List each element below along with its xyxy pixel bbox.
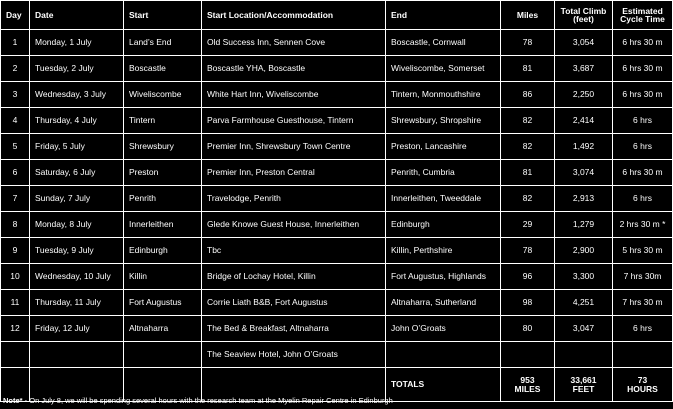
start-cell: Fort Augustus (124, 290, 202, 316)
cycle-time-cell: 7 hrs 30 m (613, 290, 673, 316)
day-cell: 6 (1, 160, 30, 186)
date-cell: Tuesday, 2 July (30, 56, 124, 82)
start-cell: Preston (124, 160, 202, 186)
start-location-cell: Corrie Liath B&B, Fort Augustus (202, 290, 386, 316)
day-cell: 4 (1, 108, 30, 134)
header-climb-line2: (feet) (573, 14, 594, 24)
total-miles-value: 953 (520, 375, 535, 385)
empty-cell (501, 342, 555, 368)
cycle-time-cell: 6 hrs (613, 316, 673, 342)
miles-cell: 80 (501, 316, 555, 342)
empty-cell (30, 342, 124, 368)
cycle-time-cell: 6 hrs (613, 108, 673, 134)
miles-cell: 81 (501, 160, 555, 186)
climb-cell: 4,251 (555, 290, 613, 316)
start-cell: Shrewsbury (124, 134, 202, 160)
miles-cell: 29 (501, 212, 555, 238)
table-row (1, 134, 673, 160)
start-cell: Killin (124, 264, 202, 290)
total-time (613, 368, 673, 402)
miles-cell: 81 (501, 56, 555, 82)
miles-cell: 98 (501, 290, 555, 316)
climb-cell: 3,074 (555, 160, 613, 186)
start-location-cell: Parva Farmhouse Guesthouse, Tintern (202, 108, 386, 134)
start-location-cell: Tbc (202, 238, 386, 264)
day-cell: 10 (1, 264, 30, 290)
final-accommodation: The Seaview Hotel, John O’Groats (202, 342, 386, 368)
header-end: End (386, 1, 501, 30)
climb-cell: 2,913 (555, 186, 613, 212)
date-cell: Wednesday, 3 July (30, 82, 124, 108)
date-cell: Tuesday, 9 July (30, 238, 124, 264)
climb-cell: 3,047 (555, 316, 613, 342)
header-day: Day (1, 1, 30, 30)
table-row (1, 212, 673, 238)
start-location-cell: Boscastle YHA, Boscastle (202, 56, 386, 82)
climb-cell: 1,279 (555, 212, 613, 238)
table-row (1, 56, 673, 82)
table-row (1, 108, 673, 134)
cycle-time-cell: 7 hrs 30m (613, 264, 673, 290)
start-location-cell: Travelodge, Penrith (202, 186, 386, 212)
start-location-cell: Bridge of Lochay Hotel, Killin (202, 264, 386, 290)
day-cell: 1 (1, 30, 30, 56)
date-cell: Monday, 1 July (30, 30, 124, 56)
end-cell: Preston, Lancashire (386, 134, 501, 160)
day-cell: 8 (1, 212, 30, 238)
footnote-label: Note* (3, 396, 23, 405)
start-location-cell: White Hart Inn, Wiveliscombe (202, 82, 386, 108)
header-time-line2: Cycle Time (620, 14, 665, 24)
empty-cell (555, 342, 613, 368)
header-climb-line1: Total Climb (560, 5, 607, 16)
miles-cell: 78 (501, 30, 555, 56)
total-miles-unit: MILES (514, 383, 541, 394)
cycle-time-cell: 6 hrs (613, 186, 673, 212)
cycle-time-cell: 6 hrs (613, 134, 673, 160)
header-time-line1: Estimated (622, 5, 663, 16)
total-time-value: 73 (637, 375, 648, 385)
end-cell: Altnaharra, Sutherland (386, 290, 501, 316)
table-row (1, 290, 673, 316)
day-cell: 11 (1, 290, 30, 316)
miles-cell: 86 (501, 82, 555, 108)
end-cell: Wiveliscombe, Somerset (386, 56, 501, 82)
end-cell: Edinburgh (386, 212, 501, 238)
start-location-cell: Premier Inn, Preston Central (202, 160, 386, 186)
total-climb (555, 368, 613, 402)
miles-cell: 78 (501, 238, 555, 264)
cycle-time-cell: 2 hrs 30 m * (613, 212, 673, 238)
totals-label: TOTALS (386, 368, 501, 402)
climb-cell: 2,414 (555, 108, 613, 134)
climb-cell: 2,250 (555, 82, 613, 108)
total-miles (501, 368, 555, 402)
start-cell: Boscastle (124, 56, 202, 82)
end-cell: John O’Groats (386, 316, 501, 342)
total-climb-unit: FEET (572, 383, 595, 394)
start-location-cell: Old Success Inn, Sennen Cove (202, 30, 386, 56)
date-cell: Sunday, 7 July (30, 186, 124, 212)
table-row (1, 82, 673, 108)
table-row (1, 160, 673, 186)
cycle-time-cell: 6 hrs 30 m (613, 56, 673, 82)
cycle-time-cell: 6 hrs 30 m (613, 30, 673, 56)
header-miles: Miles (501, 1, 555, 30)
day-cell: 2 (1, 56, 30, 82)
day-cell: 7 (1, 186, 30, 212)
empty-cell (124, 342, 202, 368)
day-cell: 12 (1, 316, 30, 342)
header-row (1, 1, 673, 30)
table-row (1, 30, 673, 56)
climb-cell: 2,900 (555, 238, 613, 264)
start-location-cell: Glede Knowe Guest House, Innerleithen (202, 212, 386, 238)
start-location-cell: Premier Inn, Shrewsbury Town Centre (202, 134, 386, 160)
total-time-unit: HOURS (627, 383, 658, 394)
date-cell: Friday, 5 July (30, 134, 124, 160)
empty-cell (613, 342, 673, 368)
end-cell: Shrewsbury, Shropshire (386, 108, 501, 134)
end-cell: Penrith, Cumbria (386, 160, 501, 186)
table-row (1, 238, 673, 264)
cycle-time-cell: 6 hrs 30 m (613, 160, 673, 186)
start-cell: Edinburgh (124, 238, 202, 264)
cycle-time-cell: 6 hrs 30 m (613, 82, 673, 108)
cycle-time-cell: 5 hrs 30 m (613, 238, 673, 264)
miles-cell: 82 (501, 134, 555, 160)
date-cell: Thursday, 4 July (30, 108, 124, 134)
start-location-cell: The Bed & Breakfast, Altnaharra (202, 316, 386, 342)
climb-cell: 3,054 (555, 30, 613, 56)
empty-cell (1, 342, 30, 368)
start-cell: Tintern (124, 108, 202, 134)
start-cell: Wiveliscombe (124, 82, 202, 108)
footnote-text: - On July 8, we will be spending several hours with the research team at the Myelin Repair Centre in Edinburgh (22, 396, 393, 405)
miles-cell: 82 (501, 108, 555, 134)
header-start-location: Start Location/Accommodation (202, 1, 386, 30)
start-cell: Land’s End (124, 30, 202, 56)
climb-cell: 3,687 (555, 56, 613, 82)
start-cell: Penrith (124, 186, 202, 212)
empty-cell (386, 342, 501, 368)
end-cell: Innerleithen, Tweeddale (386, 186, 501, 212)
date-cell: Thursday, 11 July (30, 290, 124, 316)
date-cell: Friday, 12 July (30, 316, 124, 342)
day-cell: 9 (1, 238, 30, 264)
header-date: Date (30, 1, 124, 30)
date-cell: Saturday, 6 July (30, 160, 124, 186)
climb-cell: 3,300 (555, 264, 613, 290)
day-cell: 3 (1, 82, 30, 108)
miles-cell: 96 (501, 264, 555, 290)
miles-cell: 82 (501, 186, 555, 212)
date-cell: Wednesday, 10 July (30, 264, 124, 290)
date-cell: Monday, 8 July (30, 212, 124, 238)
table-row (1, 316, 673, 342)
end-cell: Boscastle, Cornwall (386, 30, 501, 56)
day-cell: 5 (1, 134, 30, 160)
end-cell: Killin, Perthshire (386, 238, 501, 264)
header-estimated-time (613, 1, 673, 30)
start-cell: Altnaharra (124, 316, 202, 342)
final-accommodation-row (1, 342, 673, 368)
start-cell: Innerleithen (124, 212, 202, 238)
end-cell: Fort Augustus, Highlands (386, 264, 501, 290)
climb-cell: 1,492 (555, 134, 613, 160)
footnote (3, 396, 393, 405)
total-climb-value: 33,661 (570, 375, 597, 385)
table-row (1, 264, 673, 290)
end-cell: Tintern, Monmouthshire (386, 82, 501, 108)
table-row (1, 186, 673, 212)
header-start: Start (124, 1, 202, 30)
header-total-climb (555, 1, 613, 30)
